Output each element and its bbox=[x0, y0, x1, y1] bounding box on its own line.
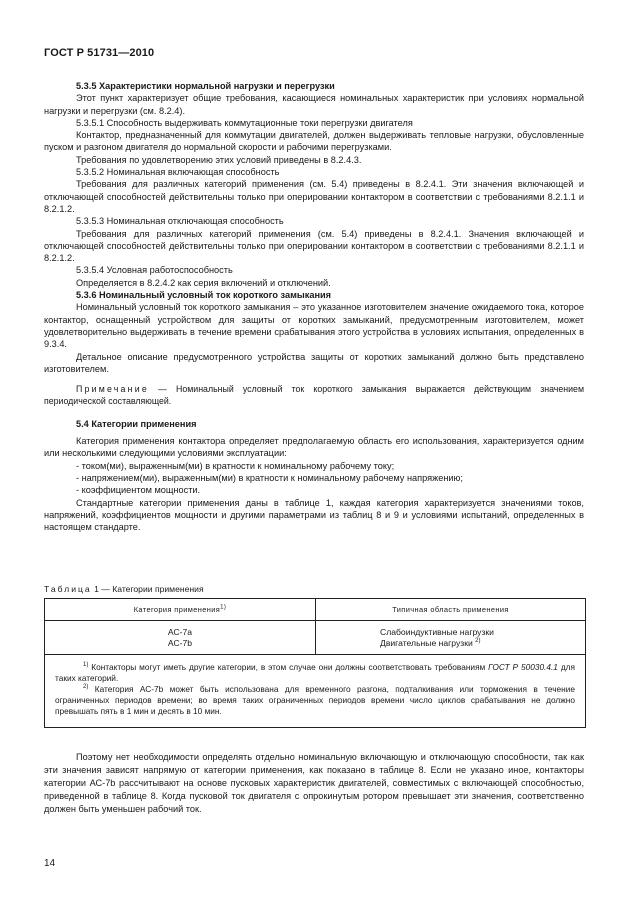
table-row bbox=[45, 621, 585, 655]
paragraph: 5.3.5.4 Условная работоспособность bbox=[76, 265, 233, 276]
paragraph: Определяется в 8.2.4.2 как серия включений и отключений. bbox=[76, 277, 331, 288]
paragraph: Требования для различных категорий применения (см. 5.4) приведены в 8.2.4.1. Значения включающей и отключающей способностей действительны только при оперировании контактором в соответствии с требованиями 8.2.1.1 и 8.2.1.2. bbox=[44, 228, 584, 264]
paragraph: 5.3.5.2 Номинальная включающая способность bbox=[76, 167, 280, 178]
list-item: - напряжением(ми), выраженным(ми) в кратности к номинальному рабочему напряжению; bbox=[76, 472, 463, 483]
list-item: - коэффициентом мощности. bbox=[76, 485, 201, 496]
table-footnotes bbox=[45, 655, 585, 727]
closing-text bbox=[44, 751, 584, 816]
paragraph: Требования по удовлетворению этих условий приведены в 8.2.4.3. bbox=[76, 154, 362, 165]
table-header-application: Типичная область применения bbox=[392, 605, 509, 614]
subsection-heading-5-3-5: 5.3.5 Характеристики нормальной нагрузки и перегрузки bbox=[76, 81, 335, 91]
paragraph: Детальное описание предусмотренного устройства защиты от коротких замыканий должно быть представлено изготовителем. bbox=[44, 351, 584, 374]
document-header: ГОСТ Р 51731—2010 bbox=[44, 47, 155, 59]
standard-reference: ГОСТ Р 50030.4.1 bbox=[488, 662, 558, 672]
table-cell-applications bbox=[316, 621, 585, 654]
note-label: Примечание bbox=[76, 384, 149, 395]
table-caption-label: Таблица bbox=[44, 584, 92, 594]
page-number: 14 bbox=[44, 858, 56, 869]
paragraph: Этот пункт характеризует общие требования, касающиеся номинальных характеристик при условиях нормальной нагрузки и перегрузки (см. 8.2.4). bbox=[44, 93, 584, 116]
footnote-ref: 2) bbox=[475, 637, 481, 644]
section-heading-5-4: 5.4 Категории применения bbox=[76, 418, 197, 429]
subsection-heading-5-3-6: 5.3.6 Номинальный условный ток короткого замыкания bbox=[76, 290, 332, 301]
category-value: АС-7а bbox=[167, 627, 193, 637]
paragraph: 5.3.5.3 Номинальная отключающая способность bbox=[76, 216, 284, 227]
table-footnote-1: $^{1)}$ Контакторы могут иметь другие категории, в этом случае они должны соответствовать требованиям ГОСТ Р 50030.4.1 для таких категорий. bbox=[55, 662, 575, 683]
note-text: — Номинальный условный ток короткого замыкания выражается действующим значением периодической составляющей. bbox=[44, 384, 584, 407]
application-value: Слабоиндуктивные нагрузки bbox=[380, 627, 494, 637]
paragraph: Контактор, предназначенный для коммутации двигателей, должен выдерживать тепловые нагрузки, обусловленные пуском и разгоном двигателя до нормальной скорости и рабочими перегрузками. bbox=[44, 130, 584, 153]
categories-table bbox=[44, 598, 586, 728]
table-cell-categories bbox=[45, 621, 316, 654]
note bbox=[44, 383, 584, 408]
paragraph: Требования для различных категорий применения (см. 5.4) приведены в 8.2.4.1. Эти значения включающей и отключающей способностей действительны только при оперировании контактором в соответствии с требованиями 8.2.1.1 и 8.2.1.2. bbox=[44, 179, 584, 214]
category-value: АС-7b bbox=[167, 637, 193, 648]
table-header-category: Категория применения$^{1)}$ bbox=[45, 599, 316, 620]
paragraph: Номинальный условный ток короткого замыкания – это указанное изготовителем значение ожидаемого тока, которое контактор, оснащенный устройством для защиты от коротких замыканий, предусмотренным изготовителем, может удовлетворительно выдерживать в течение времени срабатывания этого устройства в условиях испытания, определенных в 9.3.4. bbox=[44, 302, 584, 350]
paragraph: Категория применения контактора определяет предполагаемую область его использования, характеризуется одним или несколькими следующими условиями эксплуатации: bbox=[44, 436, 584, 459]
table-caption-text: 1 — Категории применения bbox=[94, 584, 204, 594]
list-item: - током(ми), выраженным(ми) в кратности к номинальному рабочему току; bbox=[76, 460, 395, 471]
table-header-row bbox=[45, 599, 585, 621]
table-caption bbox=[44, 584, 204, 594]
paragraph: Поэтому нет необходимости определять отдельно номинальную включающую и отключающую способности, так как эти значения зависят напрямую от категории применения, как показано в таблице 8. Если не указано иное, контакторы категории АС-7b рассчитывают на основе пусковых характеристик двигателей, совместимых с включающей способностью, приведенной в таблице 8. Когда пусковой ток двигателя с опрокинутым ротором превышает эти значения, соответственно должен быть уменьшен рабочий ток. bbox=[44, 752, 584, 814]
table-footnote-2: $^{2)}$ Категория АС-7b может быть использована для временного разгона, подталкивания или торможения в течение ограниченных периодов времени; во время таких ограниченных периодов времени число циклов срабатывания не должно превышать пять в 1 мин и десять в 10 мин. bbox=[55, 684, 575, 716]
application-value: Двигательные нагрузки $^{2)}$ bbox=[380, 637, 481, 648]
footnote-ref: 1) bbox=[220, 604, 227, 611]
paragraph: Стандартные категории применения даны в таблице 1, каждая категория характеризуется значениями токов, напряжений, коэффициентов мощности и другими параметрами из таблиц 8 и 9 и условиями испытаний, определенных в настоящем стандарте. bbox=[44, 497, 584, 533]
paragraph: 5.3.5.1 Способность выдерживать коммутационные токи перегрузки двигателя bbox=[76, 117, 413, 128]
main-text bbox=[44, 80, 584, 533]
